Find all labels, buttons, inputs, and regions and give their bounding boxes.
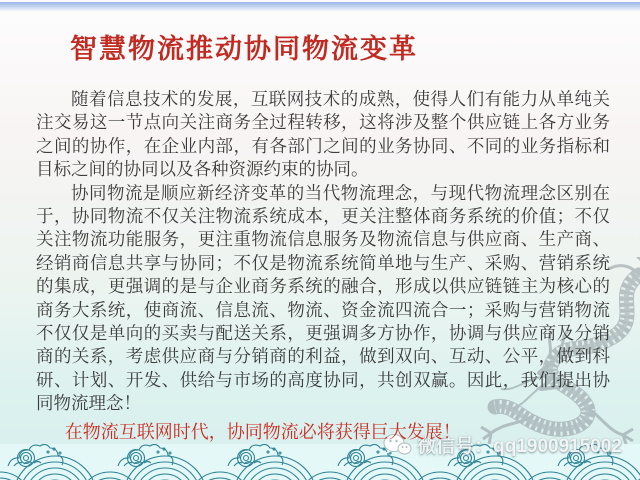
body-text (36, 88, 610, 444)
paragraph-2: 协同物流是顺应新经济变革的当代物流理念，与现代物流理念区别在于，协同物流不仅关注物流系统成本，更关注整体商务系统的价值；不仅关注物流功能服务，更注重物流信息服务及物流信息与供应商、生产商、经销商信息共享与协同；不仅是物流系统简单地与生产、采购、营销系统的集成，更强调的是与企业商务系统的融合，形成以供应链链主为核心的商务大系统，使商流、信息流、物流、资金流四流合一；采购与营销物流不仅仅是单向的买卖与配送关系，更强调多方协作，协调与供应商及分销商的关系，考虑供应商与分销商的利益，做到双向、互动、公平，做到科研、计划、开发、供给与市场的高度协同，共创双赢。因此，我们提出协同物流理念！ (36, 182, 610, 414)
wechat-id-label: 微信号：qq1900915002 (417, 436, 622, 457)
top-gradient-bar (0, 2, 640, 12)
highlight-line: 在物流互联网时代，协同物流必将获得巨大发展！ (64, 421, 461, 442)
slide-title: 智慧物流推动协同物流变革 (70, 34, 418, 64)
paragraph-1: 随着信息技术的发展，互联网技术的成熟，使得人们有能力从单纯关注交易这一节点向关注商务全过程转移，这将涉及整个供应链上各方业务之间的协作，在企业内部，有各部门之间的业务协同、不同的业务指标和目标之间的协同以及各种资源约束的协同。 (36, 89, 610, 180)
